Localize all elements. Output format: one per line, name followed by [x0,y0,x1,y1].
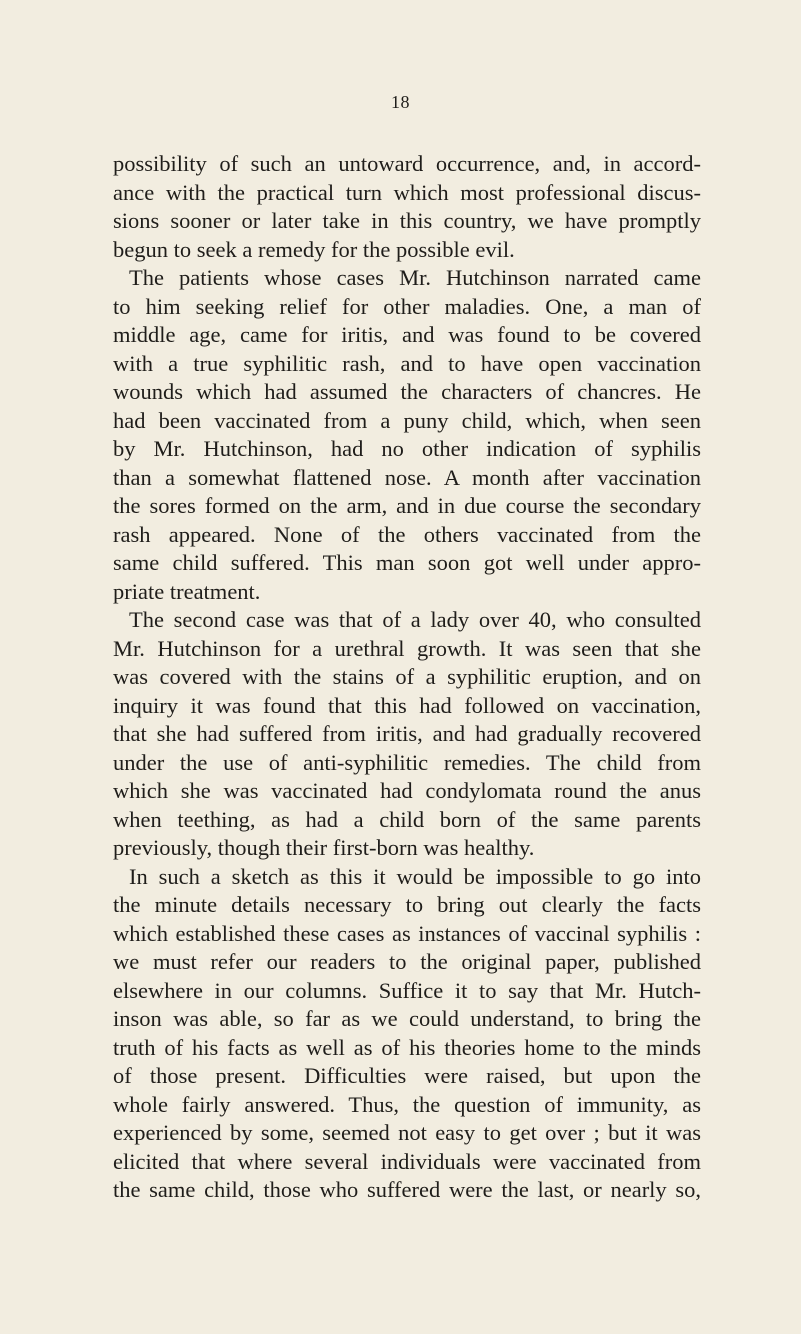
text-line: previously, though their first-born was healthy. [113,835,535,860]
text-line: the same child, those who suffered were the last, or nearly so, [113,1177,701,1202]
text-line: The second case was that of a lady over 40, who consulted [129,607,701,632]
text-line: same child suffered. This man soon got well under appro- [113,550,701,575]
text-line: begun to seek a remedy for the possible evil. [113,236,515,262]
text-line: which she was vaccinated had condylomata round the anus [113,778,701,803]
text-line: ance with the practical turn which most professional discus- [113,179,701,205]
text-line: sions sooner or later take in this country, we have promptly [113,208,701,233]
text-line: than a somewhat flattened nose. A month after vaccination [113,464,701,490]
text-line: that she had suffered from iritis, and had gradually recovered [113,721,701,746]
text-line: possibility of such an untoward occurrence, and, in accord- [113,151,701,176]
text-line: elsewhere in our columns. Suffice it to say that Mr. Hutch- [113,977,701,1003]
text-line: Mr. Hutchinson for a urethral growth. It was seen that she [113,635,701,661]
text-line: of those present. Difficulties were raised, but upon the [113,1063,701,1088]
text-line: rash appeared. None of the others vaccinated from the [113,521,701,547]
text-line: was covered with the stains of a syphilitic eruption, and on [113,664,701,689]
page-number: 18 [391,92,410,112]
text-line: priate treatment. [113,578,261,604]
text-line: which established these cases as instances of vaccinal syphilis : [113,920,701,946]
text-line: The patients whose cases Mr. Hutchinson narrated came [129,265,701,290]
text-line: inquiry it was found that this had followed on vaccination, [113,692,701,718]
text-line: elicited that where several individuals were vaccinated from [113,1148,701,1174]
text-line: to him seeking relief for other maladies. One, a man of [113,293,701,319]
text-line: when teething, as had a child born of the same parents [113,806,701,832]
text-line: with a true syphilitic rash, and to have open vaccination [113,350,701,376]
text-line: under the use of anti-syphilitic remedies. The child from [113,749,701,775]
text-line: experienced by some, seemed not easy to get over ; but it was [113,1120,701,1145]
text-line: whole fairly answered. Thus, the question of immunity, as [113,1091,701,1117]
text-line: middle age, came for iritis, and was found to be covered [113,322,701,347]
text-line: wounds which had assumed the characters of chancres. He [113,379,701,404]
text-line: truth of his facts as well as of his theories home to the minds [113,1034,701,1060]
body-text [113,150,701,1205]
text-line: had been vaccinated from a puny child, which, when seen [113,407,701,433]
text-line: the minute details necessary to bring out clearly the facts [113,892,701,917]
text-line: In such a sketch as this it would be impossible to go into [129,863,701,889]
text-line: the sores formed on the arm, and in due course the secondary [113,493,701,518]
text-line: we must refer our readers to the original paper, published [113,949,701,974]
text-line: by Mr. Hutchinson, had no other indication of syphilis [113,436,701,461]
text-line: inson was able, so far as we could understand, to bring the [113,1006,701,1031]
